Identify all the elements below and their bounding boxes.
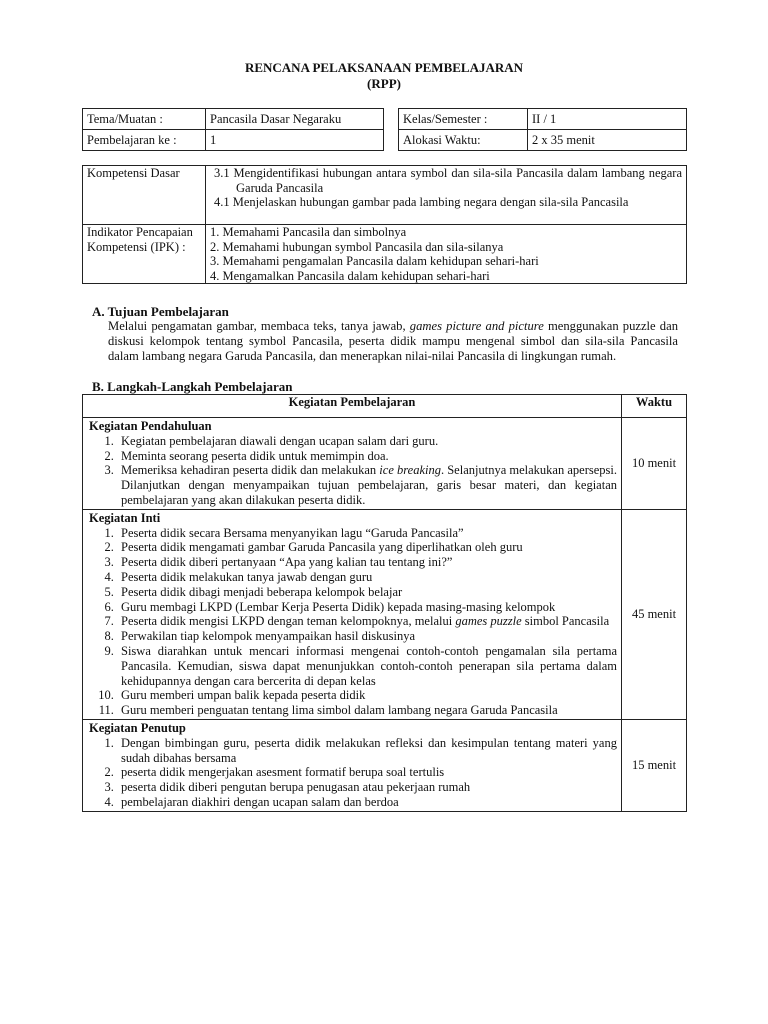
item-text: Memeriksa kehadiran peserta didik dan melakukan: [121, 463, 380, 478]
pembelajaran-value: 1: [206, 130, 384, 151]
col-waktu-header: Waktu: [622, 395, 687, 418]
ipk-label: Indikator Pencapaian Kompetensi (IPK) :: [83, 225, 206, 284]
section-a-heading: A. Tujuan Pembelajaran: [92, 304, 229, 319]
list-item: 9. Siswa diarahkan untuk mencari informasi mengenai contoh-contoh pengamalan sila pertama Pancasila. Kemudian, siswa dapat menunjukkan contoh-contoh penerapan sila pertama dalam kehidupannya dengan cara bercerita di depan kelas: [117, 644, 617, 688]
kelas-label: Kelas/Semester :: [399, 109, 528, 130]
ipk-item: 2. Memahami hubungan symbol Pancasila dan sila-silanya: [210, 239, 504, 254]
inti-cell: [83, 509, 622, 719]
list-item: 3. peserta didik diberi pengutan berupa penugasan atau pekerjaan rumah: [117, 780, 617, 795]
tema-label: Tema/Muatan :: [83, 109, 206, 130]
pembelajaran-label: Pembelajaran ke :: [83, 130, 206, 151]
list-item: 6. Guru membagi LKPD (Lembar Kerja Peserta Didik) kepada masing-masing kelompok: [117, 600, 617, 615]
item-text: . Selanjutnya melakukan apersepsi. Dilanjutkan dengan menyampaikan tujuan pembelajaran, garis besar materi, dan kegiatan pembelajaran yang akan dilakukan peserta didik.: [121, 463, 617, 507]
tujuan-text-b: menggunakan puzzle dan diskusi kelompok tentang symbol Pancasila, peserta didik mampu mengenal simbol dan sila-sila Pancasila dalam lambang negara Garuda Pancasila, dan menerapkan nilai-nilai Pancasila di lingkungan rumah.: [108, 319, 678, 363]
list-item: 4. pembelajaran diakhiri dengan ucapan salam dan berdoa: [117, 795, 617, 810]
inti-time: 45 menit: [622, 509, 687, 719]
list-item: 1. Kegiatan pembelajaran diawali dengan ucapan salam dari guru.: [117, 434, 617, 449]
list-item: 10. Guru memberi umpan balik kepada peserta didik: [117, 688, 617, 703]
alokasi-value: 2 x 35 menit: [528, 130, 687, 151]
list-item: 8. Perwakilan tiap kelompok menyampaikan hasil diskusinya: [117, 629, 617, 644]
tujuan-paragraph: [108, 319, 678, 364]
kelas-value: II / 1: [528, 109, 687, 130]
document-title: RENCANA PELAKSANAAN PEMBELAJARAN: [244, 60, 524, 75]
kd-label: Kompetensi Dasar: [83, 166, 206, 225]
pendahuluan-title: Kegiatan Pendahuluan: [89, 419, 212, 433]
inti-title: Kegiatan Inti: [89, 510, 161, 525]
list-item: 11. Guru memberi penguatan tentang lima simbol dalam lambang negara Garuda Pancasila: [117, 703, 617, 718]
kd-item: 4.1 Menjelaskan hubungan gambar pada lambing negara dengan sila-sila Pancasila: [214, 195, 629, 209]
list-item: 4. Peserta didik melakukan tanya jawab dengan guru: [117, 570, 617, 585]
info-table-left: [82, 108, 384, 151]
list-item: 5. Peserta didik dibagi menjadi beberapa kelompok belajar: [117, 585, 617, 600]
penutup-time: 15 menit: [622, 719, 687, 811]
langkah-table: [82, 394, 687, 812]
penutup-title: Kegiatan Penutup: [89, 720, 186, 735]
kd-item: 3.1 Mengidentifikasi hubungan antara symbol dan sila-sila Pancasila dalam lambang negara Garuda Pancasila: [214, 166, 682, 195]
item-text: simbol Pancasila: [521, 614, 610, 629]
item-italic: games puzzle: [455, 614, 522, 629]
info-table-right: [398, 108, 687, 151]
alokasi-label: Alokasi Waktu:: [399, 130, 528, 151]
list-item: [117, 614, 617, 629]
pendahuluan-cell: [83, 418, 622, 510]
tujuan-text-a: Melalui pengamatan gambar, membaca teks, tanya jawab,: [108, 319, 410, 333]
tujuan-text-italic: games picture and picture: [409, 319, 544, 333]
ipk-item: 1. Memahami Pancasila dan simbolnya: [210, 225, 407, 239]
list-item: 2. peserta didik mengerjakan asesment formatif berupa soal tertulis: [117, 765, 617, 780]
pendahuluan-time: 10 menit: [622, 418, 687, 510]
col-kegiatan-header: Kegiatan Pembelajaran: [83, 395, 622, 418]
list-item: 3. Peserta didik diberi pertanyaan “Apa yang kalian tau tentang ini?”: [117, 555, 617, 570]
ipk-item: 3. Memahami pengamalan Pancasila dalam kehidupan sehari-hari: [210, 254, 539, 268]
section-b-heading: B. Langkah-Langkah Pembelajaran: [92, 379, 293, 394]
list-item: 2. Peserta didik mengamati gambar Garuda Pancasila yang diperlihatkan oleh guru: [117, 540, 617, 555]
item-italic: ice breaking: [379, 463, 441, 478]
item-text: Peserta didik mengisi LKPD dengan teman kelompoknya, melalui: [121, 614, 456, 629]
list-item: 1. Dengan bimbingan guru, peserta didik melakukan refleksi dan kesimpulan tentang materi yang sudah dibahas bersama: [117, 736, 617, 766]
tema-value: Pancasila Dasar Negaraku: [206, 109, 384, 130]
list-item: [117, 463, 617, 507]
list-item: 1. Peserta didik secara Bersama menyanyikan lagu “Garuda Pancasila”: [117, 526, 617, 541]
ipk-item: 4. Mengamalkan Pancasila dalam kehidupan sehari-hari: [210, 268, 490, 283]
penutup-cell: [83, 719, 622, 811]
document-subtitle: (RPP): [367, 76, 401, 91]
list-item: 2. Meminta seorang peserta didik untuk memimpin doa.: [117, 449, 617, 464]
kompetensi-table: [82, 165, 687, 284]
